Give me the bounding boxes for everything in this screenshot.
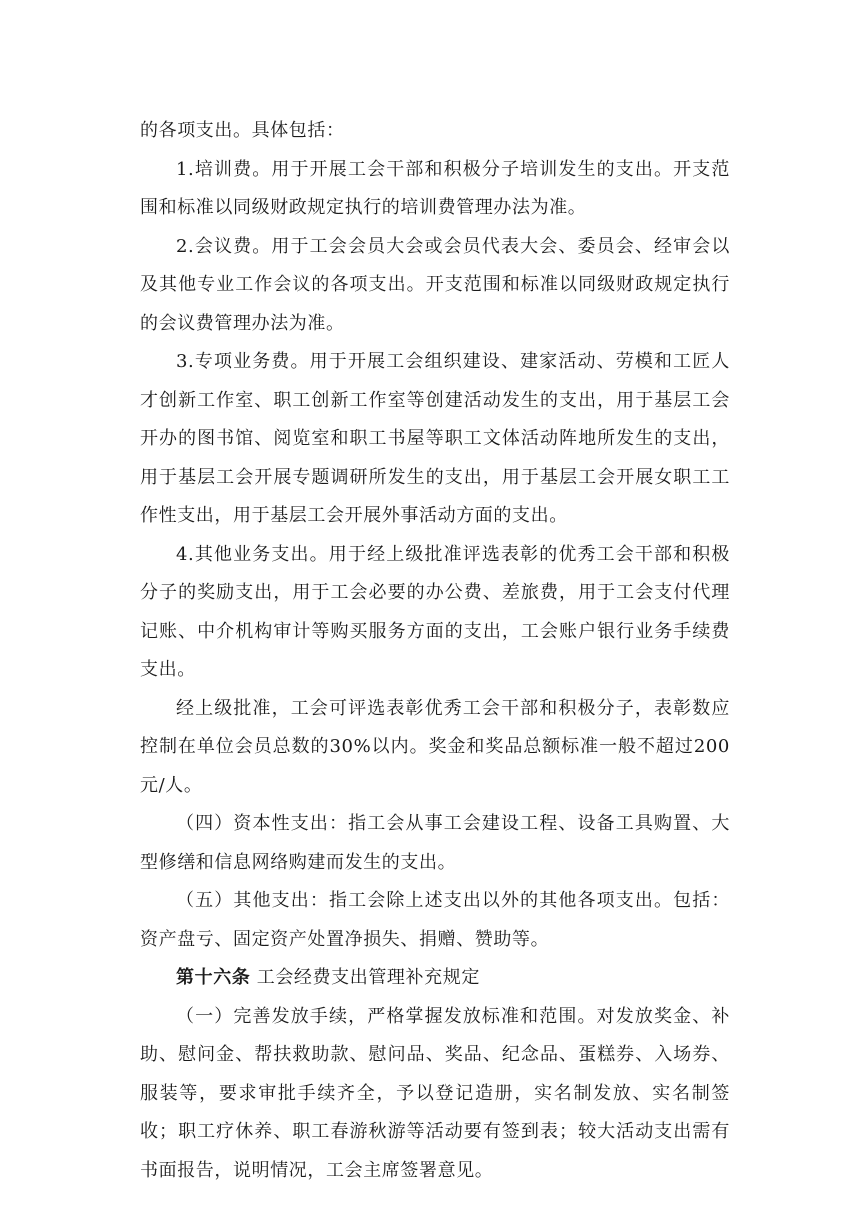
article-number: 第十六条 bbox=[176, 967, 251, 988]
paragraph-continuation: 的各项支出。具体包括： bbox=[140, 120, 345, 141]
paragraph-capital-expense: （四）资本性支出：指工会从事工会建设工程、设备工具购置、大型修缮和信息网络购建而发生的支出。 bbox=[140, 813, 730, 873]
article-sixteen-heading bbox=[140, 959, 730, 998]
paragraph-other-expense: （五）其他支出：指工会除上述支出以外的其他各项支出。包括：资产盘亏、固定资产处置净损失、捐赠、赞助等。 bbox=[140, 890, 730, 950]
paragraph-meeting-fee: 2.会议费。用于工会会员大会或会员代表大会、委员会、经审会以及其他专业工作会议的各项支出。开支范围和标准以同级财政规定执行的会议费管理办法为准。 bbox=[140, 235, 730, 334]
paragraph-commendation-limit: 经上级批准，工会可评选表彰优秀工会干部和积极分子，表彰数应控制在单位会员总数的30%以内。奖金和奖品总额标准一般不超过200元/人。 bbox=[140, 697, 730, 796]
paragraph-other-business-expense: 4.其他业务支出。用于经上级批准评选表彰的优秀工会干部和积极分子的奖励支出，用于工会必要的办公费、差旅费，用于工会支付代理记账、中介机构审计等购买服务方面的支出，工会账户银行业务手续费支出。 bbox=[140, 543, 730, 680]
paragraph-training-fee: 1.培训费。用于开展工会干部和积极分子培训发生的支出。开支范围和标准以同级财政规定执行的培训费管理办法为准。 bbox=[140, 158, 730, 218]
article-title: 工会经费支出管理补充规定 bbox=[250, 967, 480, 988]
document-body bbox=[140, 112, 730, 1190]
paragraph-special-business-fee: 3.专项业务费。用于开展工会组织建设、建家活动、劳模和工匠人才创新工作室、职工创新工作室等创建活动发生的支出，用于基层工会开办的图书馆、阅览室和职工书屋等职工文体活动阵地所发生的支出，用于基层工会开展专题调研所发生的支出，用于基层工会开展女职工工作性支出，用于基层工会开展外事活动方面的支出。 bbox=[140, 351, 730, 526]
paragraph-distribution-procedure: （一）完善发放手续，严格掌握发放标准和范围。对发放奖金、补助、慰问金、帮扶救助款、慰问品、奖品、纪念品、蛋糕券、入场券、服装等，要求审批手续齐全，予以登记造册，实名制发放、实名制签收；职工疗休养、职工春游秋游等活动要有签到表；较大活动支出需有书面报告，说明情况，工会主席签署意见。 bbox=[140, 1005, 730, 1181]
